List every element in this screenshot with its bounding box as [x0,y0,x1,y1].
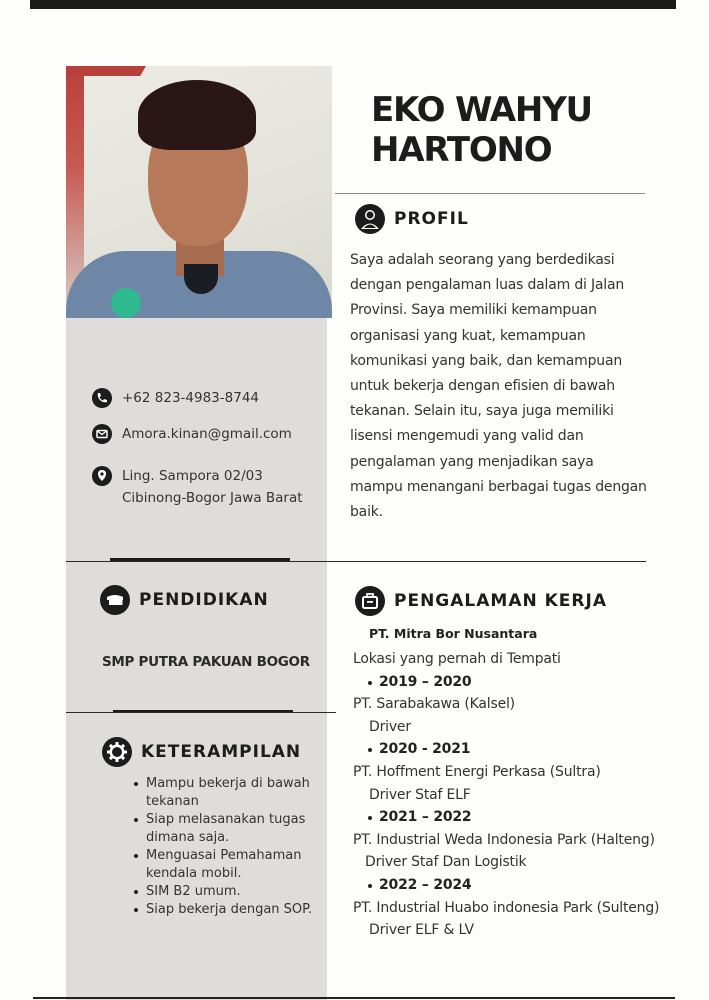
phone-number: +62 823-4983-8744 [122,390,260,406]
education-heading [100,585,269,615]
experience-period: 2021 – 2022 [353,806,683,829]
experience-heading [355,586,607,616]
contact-phone [92,387,259,409]
profile-heading [355,204,469,234]
education-title: PENDIDIKAN [139,590,269,610]
graduation-cap-icon [100,585,130,615]
first-company: PT. Mitra Bor Nusantara [369,626,538,641]
top-bar [30,0,676,9]
bottom-line [33,997,675,999]
experience-role: Driver Staf Dan Logistik [365,854,527,871]
experience-company: PT. Industrial Huabo indonesia Park (Sulteng) [353,899,660,916]
divider-middle [66,561,646,562]
profile-text: Saya adalah seorang yang berdedikasi dengan pengalaman luas dalam di Jalan Provinsi. Saya memiliki kemampuan organisasi yang kuat, kemampuan komunikasi yang baik, dan kemampuan untuk bekerja dengan efisien di bawah tekanan. Selain itu, saya juga memiliki lisensi mengemudi yang valid dan pengalaman yang menjadikan saya mampu menangani berbagai tugas dengan baik. [350,252,647,521]
skill-item: SIM B2 umum. [133,883,323,901]
experience-period: 2022 – 2024 [353,874,683,897]
user-icon [355,204,385,234]
email-address: Amora.kinan@gmail.com [122,426,292,442]
name-line-2: HARTONO [371,130,552,170]
gear-icon [102,737,132,767]
name-line-1: EKO WAHYU [371,90,592,130]
experience-period: 2020 - 2021 [353,738,683,761]
skill-item: Mampu bekerja di bawah tekanan [133,775,323,811]
experience-role: Driver Staf ELF [369,786,471,803]
divider-name [335,193,645,194]
email-icon [92,424,112,444]
experience-list [353,625,683,942]
contact-address [92,465,303,509]
location-pin-icon [92,466,112,486]
skill-item: Siap melasanakan tugas dimana saja. [133,811,323,847]
experience-company: PT. Sarabakawa (Kalsel) [353,696,515,713]
contact-email [92,423,292,445]
profile-title: PROFIL [394,209,469,229]
skills-list [133,775,323,919]
experience-period: 2019 – 2020 [353,671,683,694]
address-line-1: Ling. Sampora 02/03 [122,468,263,484]
experience-company: PT. Hoffment Energi Perkasa (Sultra) [353,763,601,780]
skill-item: Siap bekerja dengan SOP. [133,901,323,919]
full-name [371,90,592,170]
profile-photo [66,66,332,318]
experience-title: PENGALAMAN KERJA [394,591,607,611]
skill-item: Menguasai Pemahaman kendala mobil. [133,847,323,883]
briefcase-icon [355,586,385,616]
experience-role: Driver [369,718,411,735]
phone-icon [92,388,112,408]
skills-heading [102,737,301,767]
address-line-2: Cibinong-Bogor Jawa Barat [122,490,303,506]
locations-label: Lokasi yang pernah di Tempati [353,651,561,667]
school-name: SMP PUTRA PAKUAN BOGOR [102,654,310,670]
experience-company: PT. Industrial Weda Indonesia Park (Halteng) [353,831,655,848]
experience-role: Driver ELF & LV [369,922,474,939]
divider-left [66,712,336,713]
skills-title: KETERAMPILAN [141,742,302,762]
